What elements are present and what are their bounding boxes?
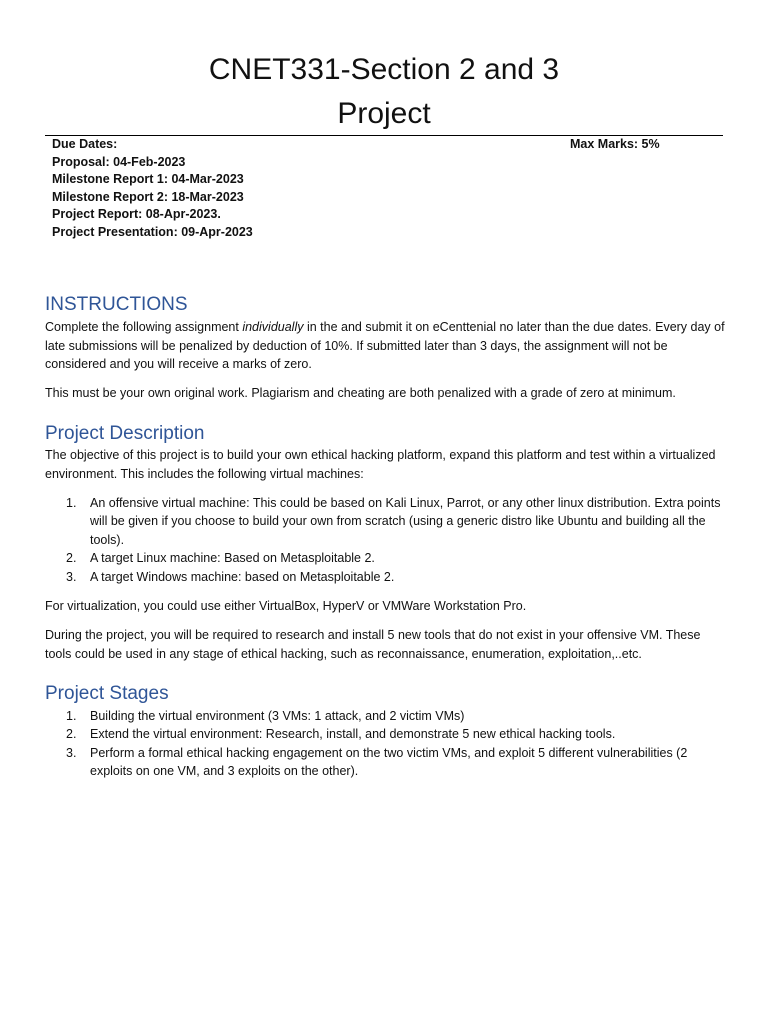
list-item [66,725,726,743]
due-dates-block [52,136,253,242]
max-marks: Max Marks: 5% [570,137,660,151]
due-milestone-1: Milestone Report 1: 04-Mar-2023 [52,172,244,187]
list-item-text: An offensive virtual machine: This could be based on Kali Linux, Parrot, or any other linux distribution. Extra points will be given if you choose to build your own from scratch (using a generic distro like Ubuntu and building all the tools). [90,496,721,547]
document-title: CNET331-Section 2 and 3 [208,53,560,86]
due-dates-label: Due Dates: [52,137,118,151]
list-item-number: 1. [66,709,77,723]
list-item-number: 3. [66,745,77,760]
list-item-text: Perform a formal ethical hacking engagement on the two victim VMs, and exploit 5 different vulnerabilities (2 exploits on one VM, and 3 exploits on the other). [90,745,688,779]
list-item-text: A target Windows machine: based on Metasploitable 2. [90,569,395,584]
list-item [66,494,726,549]
instructions-p1-emphasis: individually [242,320,304,334]
document-subtitle: Project [337,97,431,130]
vm-list [66,494,726,586]
project-stages-heading: Project Stages [45,683,169,704]
list-item-text: Building the virtual environment (3 VMs: 1 attack, and 2 victim VMs) [90,709,465,723]
list-item [66,707,726,725]
list-item-text: A target Linux machine: Based on Metasploitable 2. [90,551,375,566]
list-item [66,744,726,781]
due-project-presentation: Project Presentation: 09-Apr-2023 [52,224,253,239]
virtualization-paragraph: For virtualization, you could use either VirtualBox, HyperV or VMWare Workstation Pro. [45,599,527,613]
instructions-p1-end: in the and submit it on eCenttenial no later than the due dates. Every day of late submissions will be penalized by deduction of 10%. If submitted later than 3 days, the assignment will not be considered and you will receive a marks of zero. [45,320,725,372]
list-item-number: 3. [66,569,77,584]
instructions-paragraph-2: This must be your own original work. Plagiarism and cheating are both penalized with a grade of zero at minimum. [45,386,676,400]
tools-paragraph: During the project, you will be required to research and install 5 new tools that do not exist in your offensive VM. These tools could be used in any stage of ethical hacking, such as reconnaissance, enumeration, exploitation,..etc. [45,628,701,661]
list-item-number: 2. [66,727,77,742]
instructions-p1-start: Complete the following assignment [45,320,243,334]
due-proposal: Proposal: 04-Feb-2023 [52,154,186,169]
list-item-number: 2. [66,551,77,566]
due-milestone-2: Milestone Report 2: 18-Mar-2023 [52,189,244,204]
list-item-text: Extend the virtual environment: Research, install, and demonstrate 5 new ethical hacking tools. [90,727,616,742]
instructions-paragraph-1 [45,318,725,374]
due-project-report: Project Report: 08-Apr-2023. [52,207,221,222]
description-intro: The objective of this project is to build your own ethical hacking platform, expand this platform and test within a virtualized environment. This includes the following virtual machines: [45,448,716,481]
project-description-heading: Project Description [45,423,205,444]
list-item [66,549,726,567]
instructions-heading: INSTRUCTIONS [45,294,188,315]
list-item-number: 1. [66,496,77,510]
list-item [66,568,726,586]
stages-list [66,707,726,781]
